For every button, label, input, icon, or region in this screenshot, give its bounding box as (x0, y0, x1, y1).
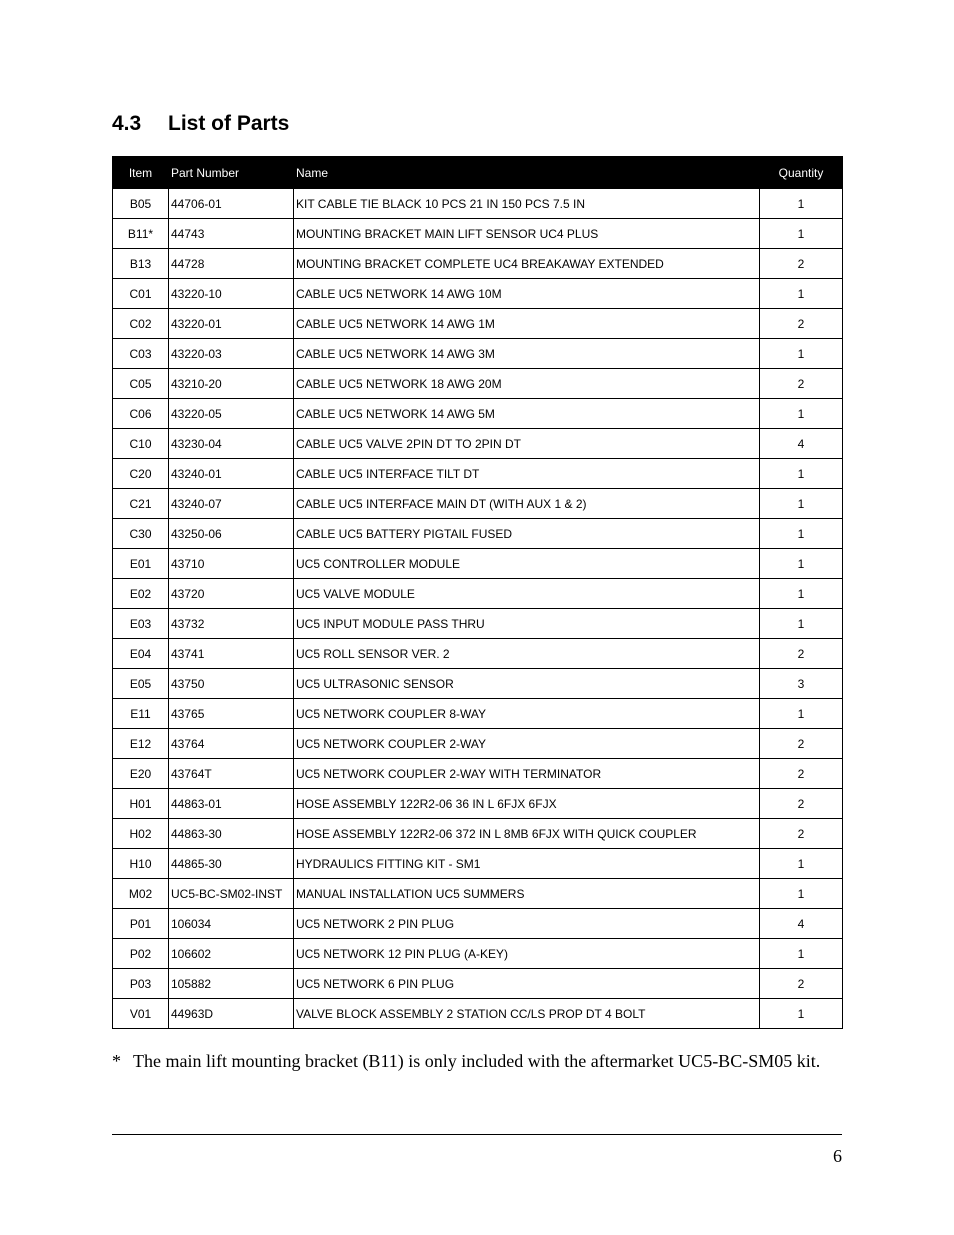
cell-part-number: 44963D (169, 999, 294, 1029)
cell-name: UC5 NETWORK 2 PIN PLUG (294, 909, 760, 939)
cell-name: UC5 NETWORK COUPLER 2-WAY WITH TERMINATOR (294, 759, 760, 789)
table-row (113, 699, 843, 729)
cell-part-number: 43710 (169, 549, 294, 579)
cell-part-number: 43220-10 (169, 279, 294, 309)
cell-item: C03 (113, 339, 169, 369)
cell-item: E03 (113, 609, 169, 639)
footnote-marker: * (112, 1051, 121, 1071)
table-header-row (113, 157, 843, 189)
cell-name: UC5 ROLL SENSOR VER. 2 (294, 639, 760, 669)
cell-quantity: 2 (760, 249, 843, 279)
cell-quantity: 1 (760, 549, 843, 579)
cell-name: UC5 ULTRASONIC SENSOR (294, 669, 760, 699)
cell-name: UC5 NETWORK COUPLER 8-WAY (294, 699, 760, 729)
table-row (113, 429, 843, 459)
table-row (113, 279, 843, 309)
cell-name: CABLE UC5 NETWORK 14 AWG 5M (294, 399, 760, 429)
cell-item: E11 (113, 699, 169, 729)
cell-item: E20 (113, 759, 169, 789)
table-row (113, 879, 843, 909)
cell-quantity: 4 (760, 909, 843, 939)
cell-name: UC5 NETWORK 12 PIN PLUG (A-KEY) (294, 939, 760, 969)
cell-item: B11* (113, 219, 169, 249)
cell-quantity: 1 (760, 189, 843, 219)
cell-item: P02 (113, 939, 169, 969)
cell-item: E01 (113, 549, 169, 579)
cell-name: MOUNTING BRACKET COMPLETE UC4 BREAKAWAY EXTENDED (294, 249, 760, 279)
cell-quantity: 1 (760, 279, 843, 309)
cell-quantity: 1 (760, 489, 843, 519)
cell-part-number: 43750 (169, 669, 294, 699)
cell-item: C20 (113, 459, 169, 489)
cell-part-number: 44863-01 (169, 789, 294, 819)
cell-name: CABLE UC5 NETWORK 14 AWG 10M (294, 279, 760, 309)
section-number: 4.3 (112, 112, 142, 135)
table-row (113, 219, 843, 249)
cell-quantity: 2 (760, 789, 843, 819)
cell-item: H10 (113, 849, 169, 879)
table-row (113, 999, 843, 1029)
cell-part-number: 43764 (169, 729, 294, 759)
table-row (113, 459, 843, 489)
cell-quantity: 1 (760, 459, 843, 489)
cell-quantity: 1 (760, 579, 843, 609)
parts-table (112, 156, 843, 1029)
table-row (113, 189, 843, 219)
table-row (113, 759, 843, 789)
cell-part-number: 43765 (169, 699, 294, 729)
cell-part-number: 43240-01 (169, 459, 294, 489)
cell-item: B13 (113, 249, 169, 279)
cell-name: CABLE UC5 VALVE 2PIN DT TO 2PIN DT (294, 429, 760, 459)
cell-name: UC5 NETWORK 6 PIN PLUG (294, 969, 760, 999)
cell-quantity: 1 (760, 219, 843, 249)
table-row (113, 639, 843, 669)
cell-quantity: 2 (760, 729, 843, 759)
cell-part-number: 43764T (169, 759, 294, 789)
cell-item: P03 (113, 969, 169, 999)
table-row (113, 579, 843, 609)
cell-item: C10 (113, 429, 169, 459)
header-part-number: Part Number (169, 157, 294, 189)
footer-rule (112, 1134, 842, 1135)
cell-name: CABLE UC5 NETWORK 14 AWG 3M (294, 339, 760, 369)
cell-quantity: 2 (760, 819, 843, 849)
table-row (113, 339, 843, 369)
cell-part-number: 105882 (169, 969, 294, 999)
parts-table-body (113, 189, 843, 1029)
cell-quantity: 2 (760, 639, 843, 669)
cell-name: CABLE UC5 NETWORK 14 AWG 1M (294, 309, 760, 339)
table-row (113, 969, 843, 999)
cell-quantity: 2 (760, 969, 843, 999)
cell-name: CABLE UC5 BATTERY PIGTAIL FUSED (294, 519, 760, 549)
cell-quantity: 1 (760, 609, 843, 639)
cell-part-number: 44728 (169, 249, 294, 279)
cell-quantity: 2 (760, 369, 843, 399)
cell-item: M02 (113, 879, 169, 909)
cell-name: HOSE ASSEMBLY 122R2-06 36 IN L 6FJX 6FJX (294, 789, 760, 819)
cell-part-number: 43250-06 (169, 519, 294, 549)
cell-quantity: 2 (760, 309, 843, 339)
cell-item: V01 (113, 999, 169, 1029)
table-row (113, 669, 843, 699)
cell-item: H01 (113, 789, 169, 819)
table-row (113, 249, 843, 279)
cell-name: CABLE UC5 INTERFACE TILT DT (294, 459, 760, 489)
cell-part-number: 43220-01 (169, 309, 294, 339)
cell-item: E12 (113, 729, 169, 759)
header-item: Item (113, 157, 169, 189)
table-row (113, 939, 843, 969)
cell-item: C06 (113, 399, 169, 429)
cell-quantity: 1 (760, 399, 843, 429)
cell-quantity: 1 (760, 849, 843, 879)
cell-name: KIT CABLE TIE BLACK 10 PCS 21 IN 150 PCS 7.5 IN (294, 189, 760, 219)
cell-part-number: 44706-01 (169, 189, 294, 219)
cell-name: HYDRAULICS FITTING KIT - SM1 (294, 849, 760, 879)
cell-quantity: 1 (760, 699, 843, 729)
table-row (113, 489, 843, 519)
cell-name: CABLE UC5 NETWORK 18 AWG 20M (294, 369, 760, 399)
cell-name: UC5 NETWORK COUPLER 2-WAY (294, 729, 760, 759)
cell-item: C21 (113, 489, 169, 519)
cell-part-number: UC5-BC-SM02-INST (169, 879, 294, 909)
header-quantity: Quantity (760, 157, 843, 189)
cell-part-number: 43230-04 (169, 429, 294, 459)
cell-quantity: 1 (760, 879, 843, 909)
cell-part-number: 43240-07 (169, 489, 294, 519)
cell-item: H02 (113, 819, 169, 849)
cell-name: UC5 VALVE MODULE (294, 579, 760, 609)
table-row (113, 849, 843, 879)
cell-quantity: 1 (760, 939, 843, 969)
cell-part-number: 43732 (169, 609, 294, 639)
table-row (113, 309, 843, 339)
cell-item: C02 (113, 309, 169, 339)
cell-name: CABLE UC5 INTERFACE MAIN DT (WITH AUX 1 & 2) (294, 489, 760, 519)
page-number: 6 (833, 1146, 842, 1166)
cell-part-number: 106602 (169, 939, 294, 969)
cell-item: E05 (113, 669, 169, 699)
cell-part-number: 43220-03 (169, 339, 294, 369)
cell-part-number: 44865-30 (169, 849, 294, 879)
cell-quantity: 1 (760, 339, 843, 369)
table-row (113, 789, 843, 819)
cell-name: MANUAL INSTALLATION UC5 SUMMERS (294, 879, 760, 909)
table-row (113, 399, 843, 429)
cell-item: E02 (113, 579, 169, 609)
cell-item: C30 (113, 519, 169, 549)
section-heading (112, 109, 289, 139)
table-row (113, 819, 843, 849)
table-row (113, 909, 843, 939)
cell-name: HOSE ASSEMBLY 122R2-06 372 IN L 8MB 6FJX WITH QUICK COUPLER (294, 819, 760, 849)
cell-quantity: 1 (760, 519, 843, 549)
cell-part-number: 43720 (169, 579, 294, 609)
cell-name: UC5 INPUT MODULE PASS THRU (294, 609, 760, 639)
cell-quantity: 1 (760, 999, 843, 1029)
footnote-text: The main lift mounting bracket (B11) is only included with the aftermarket UC5-BC-SM05 kit. (133, 1051, 821, 1071)
footnote (112, 1050, 842, 1072)
table-row (113, 549, 843, 579)
cell-part-number: 43220-05 (169, 399, 294, 429)
table-row (113, 609, 843, 639)
table-row (113, 729, 843, 759)
cell-item: E04 (113, 639, 169, 669)
table-row (113, 519, 843, 549)
cell-quantity: 4 (760, 429, 843, 459)
cell-quantity: 3 (760, 669, 843, 699)
cell-item: C01 (113, 279, 169, 309)
cell-quantity: 2 (760, 759, 843, 789)
cell-part-number: 106034 (169, 909, 294, 939)
header-name: Name (294, 157, 760, 189)
cell-part-number: 43741 (169, 639, 294, 669)
cell-name: MOUNTING BRACKET MAIN LIFT SENSOR UC4 PLUS (294, 219, 760, 249)
section-title: List of Parts (168, 112, 290, 135)
cell-part-number: 44863-30 (169, 819, 294, 849)
cell-item: P01 (113, 909, 169, 939)
cell-part-number: 43210-20 (169, 369, 294, 399)
cell-name: UC5 CONTROLLER MODULE (294, 549, 760, 579)
cell-name: VALVE BLOCK ASSEMBLY 2 STATION CC/LS PROP DT 4 BOLT (294, 999, 760, 1029)
cell-part-number: 44743 (169, 219, 294, 249)
table-row (113, 369, 843, 399)
cell-item: B05 (113, 189, 169, 219)
cell-item: C05 (113, 369, 169, 399)
